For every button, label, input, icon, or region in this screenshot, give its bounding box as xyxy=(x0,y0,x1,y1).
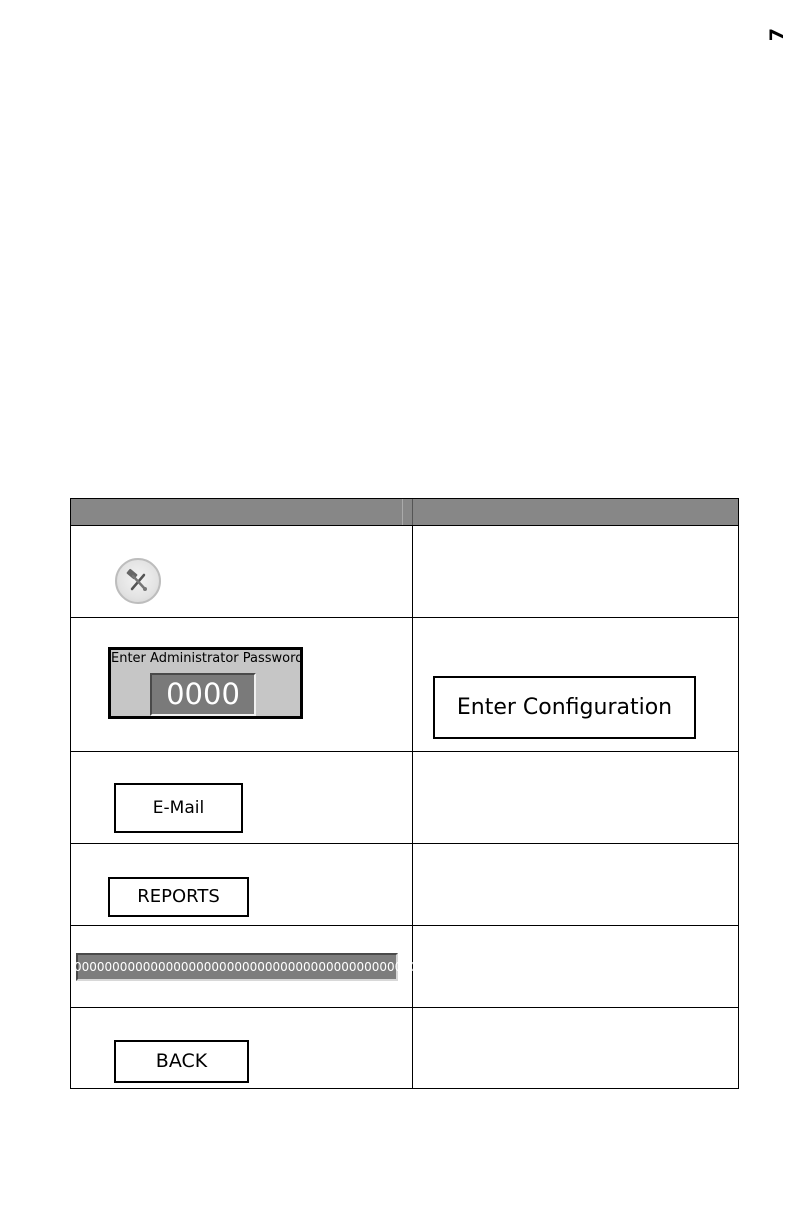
table-row xyxy=(71,526,738,618)
table-row xyxy=(71,1008,738,1088)
table-row xyxy=(71,844,738,926)
email-button[interactable]: E-Mail xyxy=(114,783,243,833)
header-cell-left xyxy=(71,499,412,525)
table-row xyxy=(71,926,738,1008)
admin-password-panel xyxy=(108,647,303,719)
table-row xyxy=(71,618,738,752)
ui-reference-table xyxy=(70,498,739,1089)
table-header xyxy=(71,499,738,526)
progress-bar xyxy=(74,953,464,981)
enter-configuration-button[interactable]: Enter Configuration xyxy=(433,676,696,739)
hammer-wrench-icon xyxy=(124,567,152,595)
page-number: 7 xyxy=(766,28,788,42)
tools-icon[interactable] xyxy=(115,558,161,604)
password-label: Enter Administrator Password xyxy=(111,651,304,666)
password-field[interactable]: 0000 xyxy=(150,673,256,716)
reports-button[interactable]: REPORTS xyxy=(108,877,249,917)
back-button[interactable]: BACK xyxy=(114,1040,249,1083)
progress-text: 000000000000000000000000000000000000000000000000000 xyxy=(74,960,464,974)
table-row xyxy=(71,752,738,844)
